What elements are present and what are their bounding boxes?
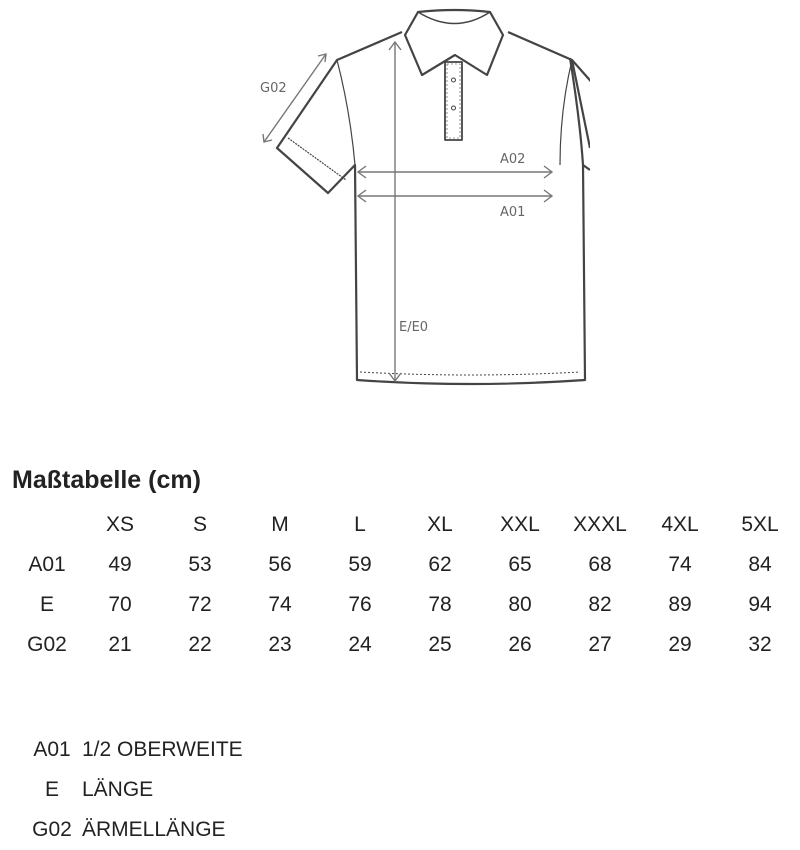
chest-upper-label: A02 [500, 152, 526, 167]
table-cell: 62 [428, 553, 452, 576]
polo-shirt-icon [250, 0, 590, 400]
table-cell: 94 [748, 593, 772, 616]
legend-label: ÄRMELLÄNGE [82, 818, 226, 841]
size-header: 5XL [741, 513, 779, 536]
table-row [14, 585, 800, 625]
table-cell: 89 [668, 593, 692, 616]
table-cell: 72 [188, 593, 212, 616]
table-cell: 27 [588, 633, 612, 656]
table-cell: 29 [668, 633, 692, 656]
table-cell: 78 [428, 593, 452, 616]
measurement-legend [22, 730, 243, 850]
row-key: A01 [28, 553, 66, 576]
chest-label: A01 [500, 205, 526, 220]
legend-key: G02 [32, 818, 72, 841]
table-cell: 32 [748, 633, 772, 656]
table-cell: 56 [268, 553, 292, 576]
table-cell: 26 [508, 633, 532, 656]
size-header: XL [427, 513, 453, 536]
legend-key: A01 [33, 738, 71, 761]
legend-label: 1/2 OBERWEITE [82, 738, 243, 761]
table-cell: 23 [268, 633, 292, 656]
size-header: XXL [500, 513, 540, 536]
corner-cell [14, 505, 80, 545]
table-cell: 76 [348, 593, 372, 616]
size-table [14, 505, 800, 665]
size-header: S [192, 513, 207, 536]
table-cell: 21 [108, 633, 132, 656]
legend-label: LÄNGE [82, 778, 154, 801]
table-cell: 74 [668, 553, 692, 576]
table-cell: 24 [348, 633, 372, 656]
legend-item [22, 770, 243, 810]
table-row [14, 625, 800, 665]
table-cell: 49 [108, 553, 132, 576]
table-cell: 80 [508, 593, 532, 616]
table-cell: 84 [748, 553, 772, 576]
sleeve-length-label: G02 [260, 81, 287, 96]
table-cell: 74 [268, 593, 292, 616]
legend-item [22, 810, 243, 850]
table-cell: 22 [188, 633, 212, 656]
length-label: E/E0 [399, 320, 429, 335]
table-cell: 82 [588, 593, 612, 616]
polo-shirt-diagram [250, 0, 590, 400]
table-row [14, 545, 800, 585]
size-header-row [14, 505, 800, 545]
table-cell: 68 [588, 553, 612, 576]
size-header: L [354, 513, 366, 536]
table-cell: 25 [428, 633, 452, 656]
table-cell: 70 [108, 593, 132, 616]
size-header: 4XL [661, 513, 699, 536]
size-header: XS [105, 513, 134, 536]
legend-item [22, 730, 243, 770]
row-key: G02 [27, 633, 67, 656]
size-table-title: Maßtabelle (cm) [12, 466, 201, 494]
legend-key: E [44, 778, 59, 801]
table-cell: 59 [348, 553, 372, 576]
row-key: E [39, 593, 54, 616]
table-cell: 65 [508, 553, 532, 576]
size-header: M [271, 513, 289, 536]
table-cell: 53 [188, 553, 212, 576]
size-header: XXXL [573, 513, 627, 536]
